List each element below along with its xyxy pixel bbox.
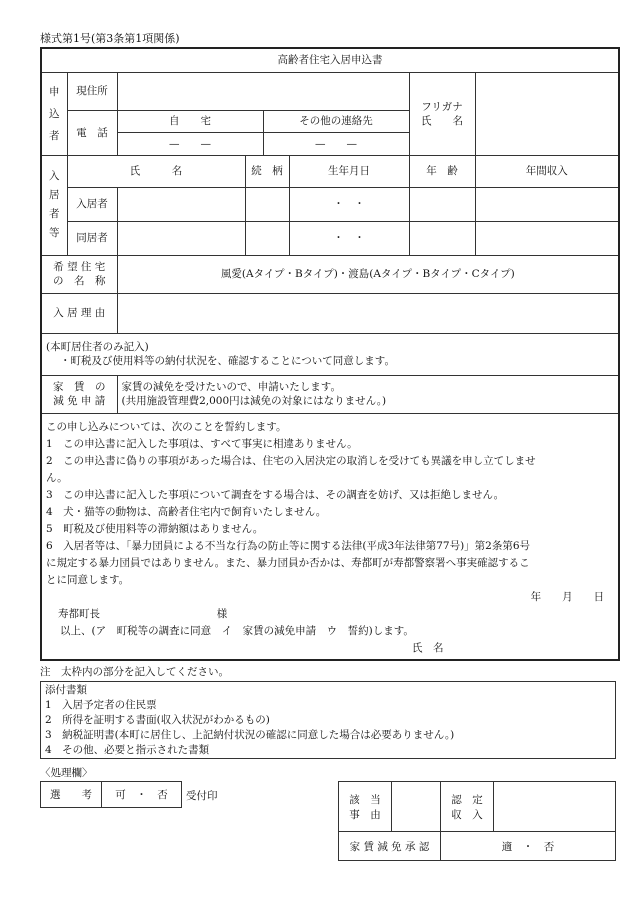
col-relation-header: 続 柄 <box>245 155 289 187</box>
reason-field[interactable] <box>117 293 619 333</box>
reason-label: 入 居 理 由 <box>41 293 117 333</box>
attachments-heading: 添付書類 <box>45 684 87 696</box>
cohabitant-row-label: 同居者 <box>67 221 117 255</box>
attachment-item: 1 入居予定者の住民票 <box>45 699 157 711</box>
col-age-header: 年 齢 <box>409 155 475 187</box>
stamp-label: 受付印 <box>186 790 218 802</box>
resident-row-label: 入居者 <box>67 187 117 221</box>
cohabitant-birth-field[interactable]: ・ ・ <box>289 221 409 255</box>
attachment-item: 2 所得を証明する書面(収入状況がわかるもの) <box>45 714 270 726</box>
col-name-header: 氏 名 <box>67 155 245 187</box>
consent-section <box>41 333 619 375</box>
pledge-item: 4 犬・猫等の動物は、高齢者住宅内で飼育いたしません。 <box>46 505 327 518</box>
processing-heading: 〈処理欄〉 <box>40 767 93 779</box>
phone-label: 電 話 <box>67 110 117 155</box>
applicant-name-field[interactable] <box>475 72 619 155</box>
cohabitant-relation-field[interactable] <box>245 221 289 255</box>
selection-label: 選 考 <box>41 782 102 808</box>
certified-income-field[interactable] <box>494 782 616 832</box>
pledge-item: 1 この申込書に記入した事項は、すべて事実に相違ありません。 <box>46 437 358 450</box>
attachment-item: 4 その他、必要と指示された書類 <box>45 744 210 756</box>
applicable-reason-field[interactable] <box>392 782 441 832</box>
form-title: 高齢者住宅入居申込書 <box>41 48 619 72</box>
resident-age-field[interactable] <box>409 187 475 221</box>
rent-approval-value[interactable]: 適 ・ 否 <box>441 832 616 861</box>
residents-label: 入 居 者 等 <box>41 155 67 255</box>
desired-housing-options[interactable]: 風愛(Aタイプ・Bタイプ)・渡島(Aタイプ・Bタイプ・Cタイプ) <box>117 255 619 293</box>
col-birth-header: 生年月日 <box>289 155 409 187</box>
address-field[interactable] <box>117 72 409 110</box>
cohabitant-name-field[interactable] <box>117 221 245 255</box>
rent-reduction-label: 家 賃 の 減 免 申 請 <box>41 375 117 413</box>
selection-table <box>40 781 182 808</box>
note: 注 太枠内の部分を記入してください。 <box>40 666 229 678</box>
rent-reduction-text: 家賃の減免を受けたいので、申請いたします。 (共用施設管理費2,000円は減免の対象にはなりません。) <box>117 375 619 413</box>
other-contact-field[interactable]: — — <box>315 137 357 150</box>
application-form <box>40 47 620 661</box>
other-contact-label: その他の連絡先 <box>263 111 409 133</box>
pledge-date[interactable]: 年 月 日 <box>530 590 605 603</box>
approval-table <box>338 781 616 861</box>
addressee: 寿都町長 <box>58 607 100 620</box>
pledge-intro: この申し込みについては、次のことを誓約します。 <box>46 420 287 433</box>
cohabitant-income-field[interactable] <box>475 221 619 255</box>
pledge-item: に規定する暴力団員ではありません。また、暴力団員か否かは、寿都町が寿都警察署へ事実確認するこ <box>46 556 530 569</box>
pledge-section <box>41 413 619 660</box>
resident-income-field[interactable] <box>475 187 619 221</box>
resident-birth-field[interactable]: ・ ・ <box>289 187 409 221</box>
address-label: 現住所 <box>67 72 117 110</box>
home-phone-label: 自 宅 <box>118 111 264 133</box>
resident-relation-field[interactable] <box>245 187 289 221</box>
selection-value[interactable]: 可 ・ 否 <box>102 782 182 808</box>
col-income-header: 年間収入 <box>475 155 619 187</box>
home-phone-field[interactable]: — — <box>118 133 264 155</box>
furigana-name-label: フリガナ 氏 名 <box>409 72 475 155</box>
attachment-item: 3 納税証明書(本町に居住し、上記納付状況の確認に同意した場合は必要ありません。) <box>45 729 455 741</box>
consent-text: ・町税及び使用料等の納付状況を、確認することについて同意します。 <box>60 355 395 367</box>
pledge-item: 5 町税及び使用料等の滞納額はありません。 <box>46 522 264 535</box>
desired-housing-label: 希 望 住 宅 の 名 称 <box>41 255 117 293</box>
pledge-name-label[interactable]: 氏 名 <box>412 641 444 654</box>
pledge-summary: 以上、(ア 町税等の調査に同意 イ 家賃の減免申請 ウ 誓約)します。 <box>60 624 414 637</box>
form-number: 様式第1号(第3条第1項関係) <box>40 32 180 45</box>
honorific: 様 <box>216 607 228 620</box>
rent-approval-label: 家 賃 減 免 承 認 <box>339 832 441 861</box>
pledge-item: とに同意します。 <box>46 573 130 586</box>
applicant-label: 申 込 者 <box>41 72 67 155</box>
pledge-item: ん。 <box>46 471 68 484</box>
cohabitant-age-field[interactable] <box>409 221 475 255</box>
attachments-box <box>40 681 616 759</box>
consent-heading: (本町居住者のみ記入) <box>46 341 149 353</box>
resident-name-field[interactable] <box>117 187 245 221</box>
pledge-item: 6 入居者等は、「暴力団員による不当な行為の防止等に関する法律(平成3年法律第77号)」第2条第6号 <box>46 539 531 552</box>
pledge-item: 2 この申込書に偽りの事項があった場合は、住宅の入居決定の取消しを受けても異議を申し立てしませ <box>46 454 536 467</box>
pledge-item: 3 この申込書に記入した事項について調査をする場合は、その調査を妨げ、又は拒絶しません。 <box>46 488 505 501</box>
certified-income-label: 認 定 収 入 <box>441 782 494 832</box>
applicable-reason-label: 該 当 事 由 <box>339 782 392 832</box>
